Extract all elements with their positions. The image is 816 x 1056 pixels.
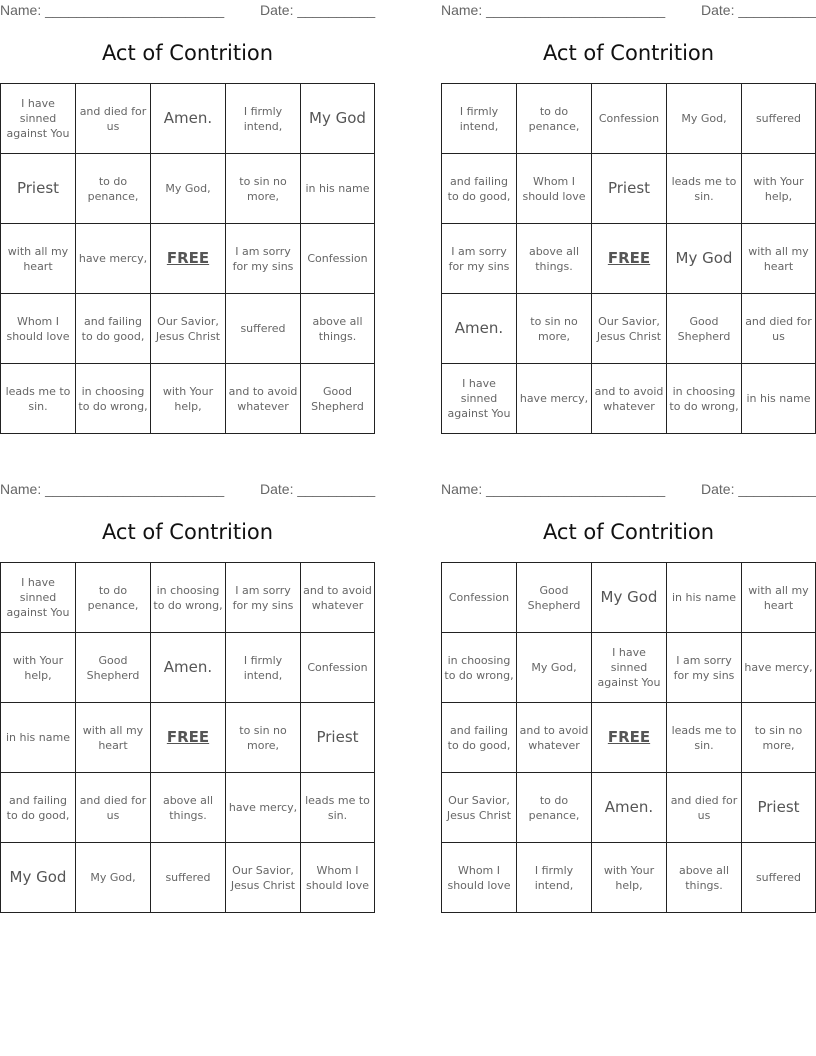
bingo-grid [441,562,816,913]
bingo-cell: My God [667,224,742,294]
bingo-cell: and died for us [76,84,151,154]
bingo-cell: Good Shepherd [667,294,742,364]
bingo-cell: to do penance, [76,154,151,224]
card-title: Act of Contrition [542,520,715,544]
bingo-cell: leads me to sin. [1,364,76,434]
bingo-cell: Priest [742,773,816,843]
card-title: Act of Contrition [542,41,715,65]
bingo-cell: above all things. [517,224,592,294]
free-space: FREE [151,703,226,773]
bingo-cell: leads me to sin. [667,703,742,773]
bingo-cell: Good Shepherd [301,364,375,434]
bingo-grid [441,83,816,434]
bingo-cell: Whom I should love [517,154,592,224]
bingo-cell: with all my heart [742,563,816,633]
bingo-cell: with Your help, [742,154,816,224]
name-field: Name: _______________________ [0,481,225,497]
bingo-grid [0,562,375,913]
bingo-cell: Amen. [151,633,226,703]
bingo-cell: Whom I should love [442,843,517,913]
bingo-cell: with Your help, [151,364,226,434]
bingo-cell: have mercy, [226,773,301,843]
bingo-cell: in choosing to do wrong, [151,563,226,633]
bingo-cell: suffered [151,843,226,913]
bingo-cell: to sin no more, [742,703,816,773]
bingo-cell: and to avoid whatever [301,563,375,633]
bingo-cell: I firmly intend, [442,84,517,154]
bingo-cell: and to avoid whatever [517,703,592,773]
bingo-cell: My God, [151,154,226,224]
free-space: FREE [592,224,667,294]
card-title: Act of Contrition [101,41,274,65]
bingo-cell: I am sorry for my sins [226,224,301,294]
name-field: Name: _______________________ [0,2,225,18]
bingo-cell: above all things. [667,843,742,913]
bingo-cell: suffered [742,843,816,913]
free-space: FREE [151,224,226,294]
bingo-cell: I firmly intend, [517,843,592,913]
bingo-cell: My God [1,843,76,913]
bingo-cell: I firmly intend, [226,633,301,703]
bingo-cell: Priest [1,154,76,224]
free-space: FREE [592,703,667,773]
bingo-cell: to sin no more, [226,703,301,773]
date-field: Date: __________ [701,2,816,18]
bingo-cell: to sin no more, [226,154,301,224]
bingo-cell: with all my heart [76,703,151,773]
bingo-cell: Confession [301,224,375,294]
bingo-cell: I have sinned against You [1,563,76,633]
name-field: Name: _______________________ [441,481,666,497]
bingo-cell: I firmly intend, [226,84,301,154]
bingo-cell: above all things. [151,773,226,843]
bingo-cell: Priest [592,154,667,224]
bingo-cell: I am sorry for my sins [226,563,301,633]
bingo-cell: I have sinned against You [592,633,667,703]
bingo-cell: and to avoid whatever [226,364,301,434]
bingo-cell: My God [592,563,667,633]
bingo-cell: and failing to do good, [76,294,151,364]
bingo-cell: Amen. [592,773,667,843]
bingo-cell: My God, [76,843,151,913]
bingo-cell: Amen. [442,294,517,364]
bingo-cell: to sin no more, [517,294,592,364]
bingo-cell: Confession [442,563,517,633]
bingo-cell: Our Savior, Jesus Christ [151,294,226,364]
bingo-cell: to do penance, [517,84,592,154]
bingo-cell: suffered [226,294,301,364]
bingo-cell: I have sinned against You [1,84,76,154]
bingo-cell: to do penance, [517,773,592,843]
bingo-cell: have mercy, [742,633,816,703]
bingo-cell: and failing to do good, [1,773,76,843]
bingo-cell: Amen. [151,84,226,154]
bingo-cell: in choosing to do wrong, [76,364,151,434]
bingo-cell: and died for us [76,773,151,843]
bingo-cell: in choosing to do wrong, [667,364,742,434]
bingo-cell: above all things. [301,294,375,364]
date-field: Date: __________ [701,481,816,497]
bingo-cell: with Your help, [592,843,667,913]
bingo-cell: Our Savior, Jesus Christ [226,843,301,913]
bingo-cell: and died for us [742,294,816,364]
bingo-cell: Confession [592,84,667,154]
bingo-cell: and failing to do good, [442,703,517,773]
bingo-cell: Whom I should love [1,294,76,364]
bingo-cell: Good Shepherd [517,563,592,633]
date-field: Date: __________ [260,481,376,497]
bingo-cell: in choosing to do wrong, [442,633,517,703]
bingo-cell: leads me to sin. [667,154,742,224]
bingo-cell: Good Shepherd [76,633,151,703]
bingo-cell: in his name [742,364,816,434]
bingo-cell: with Your help, [1,633,76,703]
bingo-cell: I am sorry for my sins [442,224,517,294]
bingo-cell: Confession [301,633,375,703]
bingo-cell: Our Savior, Jesus Christ [442,773,517,843]
bingo-cell: leads me to sin. [301,773,375,843]
bingo-cell: to do penance, [76,563,151,633]
card-title: Act of Contrition [101,520,274,544]
date-field: Date: __________ [260,2,376,18]
bingo-cell: have mercy, [76,224,151,294]
bingo-cell: suffered [742,84,816,154]
bingo-grid [0,83,375,434]
bingo-cell: and died for us [667,773,742,843]
bingo-cell: My God [301,84,375,154]
bingo-cell: with all my heart [1,224,76,294]
bingo-cell: I am sorry for my sins [667,633,742,703]
bingo-cell: Priest [301,703,375,773]
bingo-cell: I have sinned against You [442,364,517,434]
bingo-cell: have mercy, [517,364,592,434]
name-field: Name: _______________________ [441,2,666,18]
bingo-cell: Whom I should love [301,843,375,913]
bingo-cell: and to avoid whatever [592,364,667,434]
bingo-cell: My God, [517,633,592,703]
bingo-cell: and failing to do good, [442,154,517,224]
bingo-cell: in his name [1,703,76,773]
bingo-cell: My God, [667,84,742,154]
bingo-cell: in his name [667,563,742,633]
bingo-cell: in his name [301,154,375,224]
bingo-cell: with all my heart [742,224,816,294]
bingo-cell: Our Savior, Jesus Christ [592,294,667,364]
